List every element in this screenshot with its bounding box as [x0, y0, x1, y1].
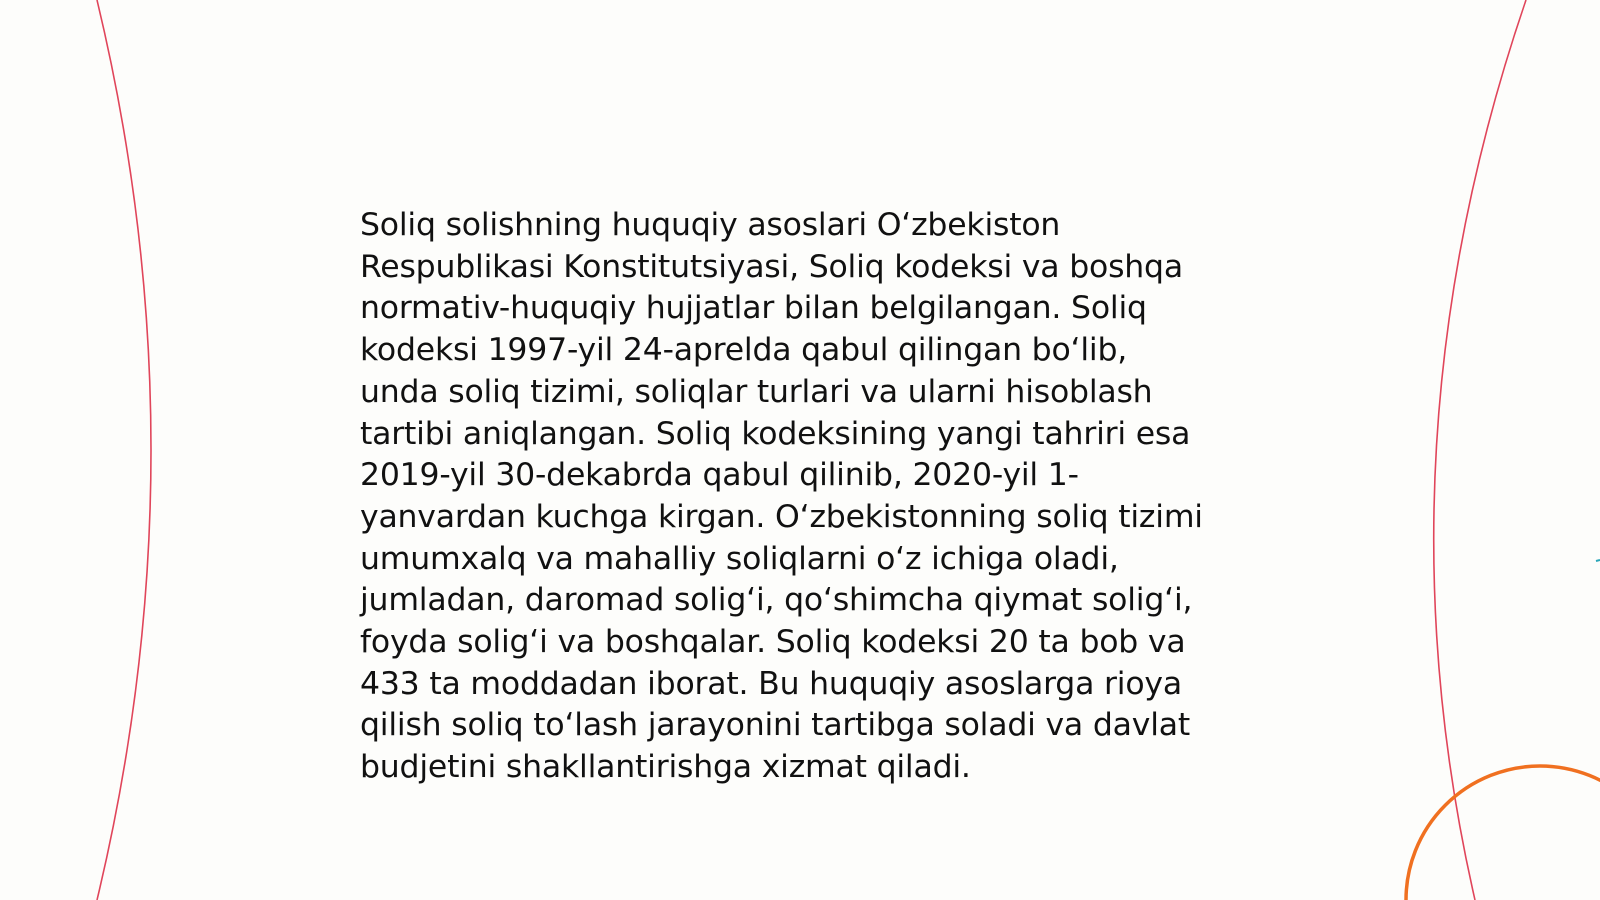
left-curve [97, 0, 151, 900]
teal-accent-mark [1596, 560, 1600, 561]
body-paragraph: Soliq solishning huquqiy asoslari O‘zbekiston Respublikasi Konstitutsiyasi, Soliq kodeksi va boshqa normativ-huquqiy hujjatlar bilan belgilangan. Soliq kodeksi 1997-yil 24-aprelda qabul qilingan bo‘lib, unda soliq tizimi, soliqlar turlari va ularni hisoblash tartibi aniqlangan. Soliq kodeksining yangi tahriri esa 2019-yil 30-dekabrda qabul qilinib, 2020-yil 1- yanvardan kuchga kirgan. O‘zbekistonning soliq tizimi umumxalq va mahalliy soliqlarni o‘z ichiga oladi, jumladan, daromad solig‘i, qo‘shimcha qiymat solig‘i, foyda solig‘i va boshqalar. Soliq kodeksi 20 ta bob va 433 ta moddadan iborat. Bu huquqiy asoslarga rioya qilish soliq to‘lash jarayonini tartibga soladi va davlat budjetini shakllantirishga xizmat qiladi. [360, 207, 1203, 786]
right-curve [1434, 0, 1526, 900]
orange-arc [1406, 766, 1600, 900]
